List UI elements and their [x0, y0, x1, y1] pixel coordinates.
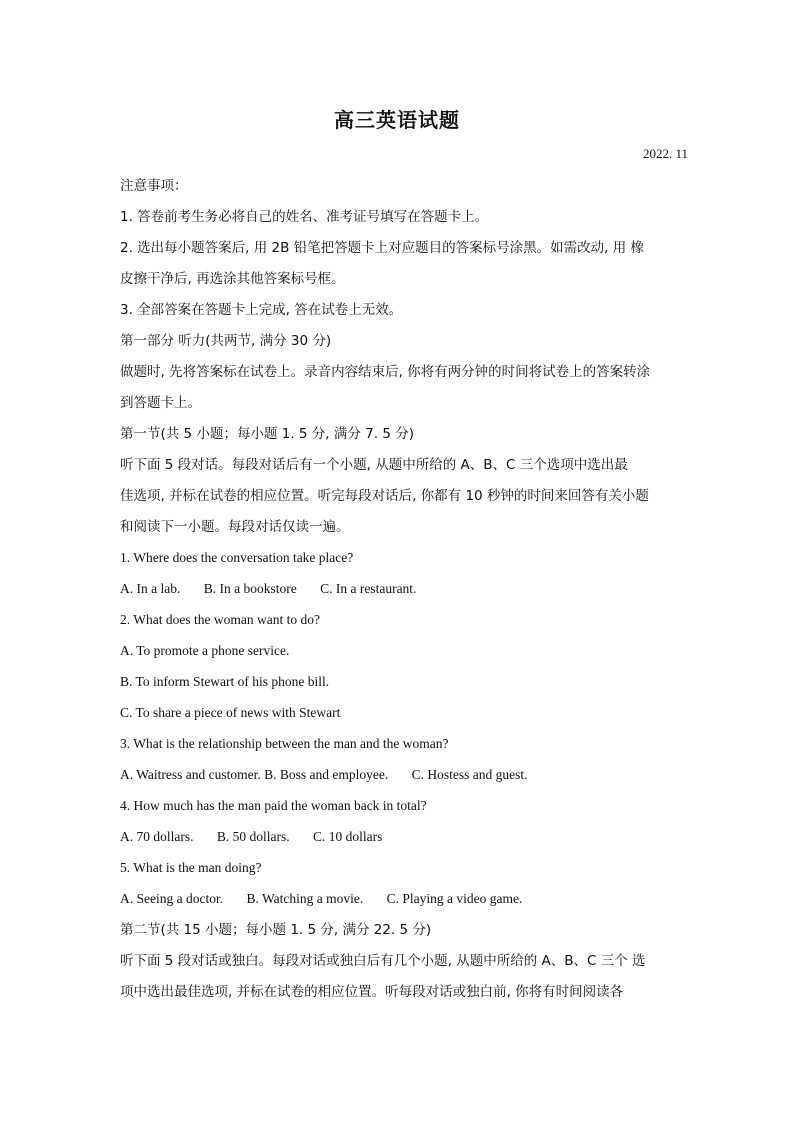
- section2-intro-line: 听下面 5 段对话或独白。每段对话或独白后有几个小题, 从题中所给的 A、B、C 三个 选: [120, 953, 646, 969]
- option-a: A. To promote a phone service.: [120, 643, 290, 658]
- option-b: B. In a bookstore: [203, 581, 297, 596]
- option-a: A. Seeing a doctor.: [120, 891, 224, 906]
- question-3-options: [120, 764, 680, 795]
- question-3: 3. What is the relationship between the man and the woman?: [120, 736, 449, 751]
- notice-item: 皮擦干净后, 再选涂其他答案标号框。: [120, 271, 345, 287]
- option-b: B. Watching a movie.: [246, 891, 364, 906]
- question-1: 1. Where does the conversation take place?: [120, 550, 354, 565]
- section1-intro-line: 和阅读下一小题。每段对话仅读一遍。: [120, 519, 350, 535]
- question-5-options: [120, 888, 680, 919]
- section1-heading: 第一节(共 5 小题；每小题 1. 5 分, 满分 7. 5 分): [120, 426, 414, 442]
- option-c: C. 10 dollars: [313, 829, 383, 844]
- option-a: A. In a lab.: [120, 581, 181, 596]
- notice-item: 1. 答卷前考生务必将自己的姓名、准考证号填写在答题卡上。: [120, 209, 489, 225]
- question-4: 4. How much has the man paid the woman back in total?: [120, 798, 427, 813]
- exam-date: 2022. 11: [642, 146, 688, 161]
- question-1-options: [120, 578, 680, 609]
- page-title: 高三英语试题: [334, 108, 460, 132]
- question-2: 2. What does the woman want to do?: [120, 612, 320, 627]
- question-4-options: [120, 826, 680, 857]
- option-c: C. Hostess and guest.: [411, 767, 528, 782]
- notice-item: 2. 选出每小题答案后, 用 2B 铅笔把答题卡上对应题目的答案标号涂黑。如需改动, 用 橡: [120, 240, 645, 256]
- section1-intro-line: 佳选项, 并标在试卷的相应位置。听完每段对话后, 你都有 10 秒钟的时间来回答有关小题: [120, 488, 649, 504]
- section1-intro-line: 听下面 5 段对话。每段对话后有一个小题, 从题中所给的 A、B、C 三个选项中选出最: [120, 457, 628, 473]
- section2-intro-line: 项中选出最佳选项, 并标在试卷的相应位置。听每段对话或独白前, 你将有时间阅读各: [120, 984, 624, 1000]
- section2-heading: 第二节(共 15 小题；每小题 1. 5 分, 满分 22. 5 分): [120, 922, 432, 938]
- part1-intro-line: 到答题卡上。: [120, 395, 201, 411]
- notice-item: 3. 全部答案在答题卡上完成, 答在试卷上无效。: [120, 302, 403, 318]
- option-c: C. To share a piece of news with Stewart: [120, 705, 341, 720]
- option-a: A. 70 dollars.: [120, 829, 194, 844]
- option-b: B. 50 dollars.: [216, 829, 290, 844]
- part1-heading: 第一部分 听力(共两节, 满分 30 分): [120, 333, 332, 349]
- part1-intro-line: 做题时, 先将答案标在试卷上。录音内容结束后, 你将有两分钟的时间将试卷上的答案转涂: [120, 364, 651, 380]
- notice-heading: 注意事项：: [120, 178, 188, 194]
- option-c: C. In a restaurant.: [320, 581, 417, 596]
- question-5: 5. What is the man doing?: [120, 860, 262, 875]
- option-a-b: A. Waitress and customer. B. Boss and employee.: [120, 767, 389, 782]
- exam-body: [120, 175, 680, 1012]
- option-c: C. Playing a video game.: [386, 891, 523, 906]
- option-b: B. To inform Stewart of his phone bill.: [120, 674, 330, 689]
